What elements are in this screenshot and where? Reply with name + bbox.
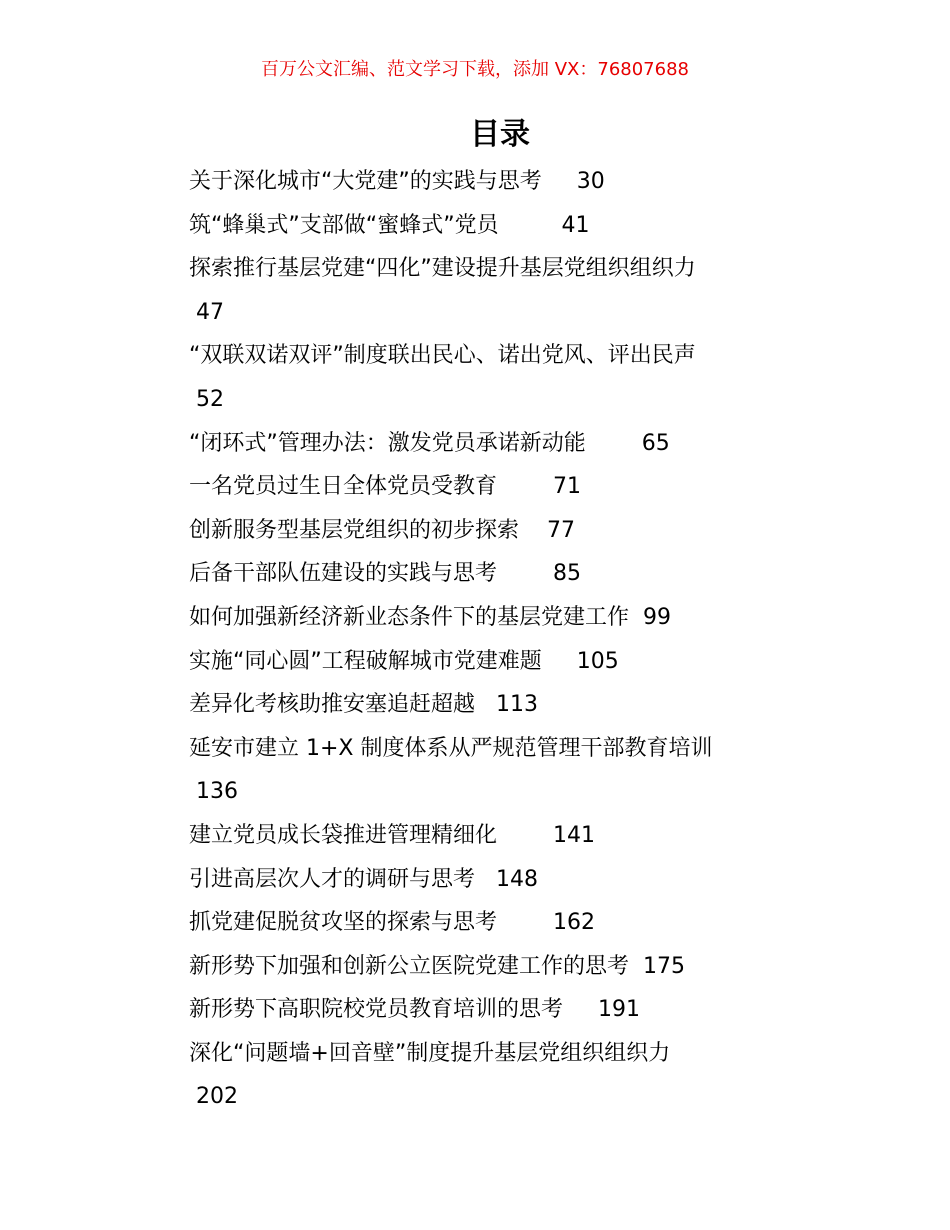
toc-entry-page: 191 (597, 997, 640, 1023)
toc-entry-page: 136 (196, 779, 238, 805)
toc-entry[interactable] (189, 901, 809, 945)
toc-entry-title: 新形势下高职院校党员教育培训的思考 (189, 997, 564, 1023)
toc-entry-page: 105 (576, 648, 619, 674)
toc-entry[interactable] (189, 334, 809, 421)
toc-entry-page: 41 (561, 212, 590, 238)
toc-entry-title: “双联双诺双评”制度联出民心、诺出党风、评出民声 (189, 343, 696, 369)
toc-entry[interactable] (189, 858, 809, 902)
toc-entry-title: 引进高层次人才的调研与思考 (189, 866, 476, 892)
toc-entry-title: 后备干部队伍建设的实践与思考 (189, 561, 498, 587)
toc-entry-page: 141 (552, 822, 595, 848)
toc-entry-title: 延安市建立 1+X 制度体系从严规范管理干部教育培训 (189, 735, 713, 761)
toc-entry-page: 47 (196, 299, 224, 325)
toc-entry-title: 一名党员过生日全体党员受教育 (189, 474, 498, 500)
toc-entry-page: 175 (643, 953, 686, 979)
toc-entry[interactable] (189, 683, 809, 727)
toc-title: 目录 (470, 117, 530, 152)
toc-entry-page: 99 (643, 604, 672, 630)
toc-entry[interactable] (189, 596, 809, 640)
toc-entry-page: 77 (547, 517, 575, 543)
toc-entry[interactable] (189, 727, 809, 814)
toc-entry-title: 差异化考核助推安塞追赶超越 (189, 692, 476, 718)
toc-entry[interactable] (189, 204, 809, 248)
toc-entry[interactable] (189, 1032, 809, 1119)
toc-entry-title: 新形势下加强和创新公立医院党建工作的思考 (189, 953, 630, 979)
toc-entry[interactable] (189, 988, 809, 1032)
toc-entry-page: 71 (552, 474, 581, 500)
toc-entry[interactable] (189, 640, 809, 684)
toc-entry[interactable] (189, 465, 809, 509)
toc-entry-title: 如何加强新经济新业态条件下的基层党建工作 (189, 604, 630, 630)
toc-entry[interactable] (189, 945, 809, 989)
toc-entry-title: 建立党员成长袋推进管理精细化 (189, 822, 498, 848)
toc-entry-title: “闭环式”管理办法：激发党员承诺新动能 (189, 430, 586, 456)
toc-entry-title: 筑“蜂巢式”支部做“蜜蜂式”党员 (189, 212, 499, 238)
toc-entry-title: 实施“同心圆”工程破解城市党建难题 (189, 648, 542, 674)
toc-entry-page: 65 (641, 430, 670, 456)
toc-entry[interactable] (189, 552, 809, 596)
toc-entry-title: 抓党建促脱贫攻坚的探索与思考 (189, 910, 498, 936)
toc-list (189, 160, 809, 1119)
toc-entry-title: 关于深化城市“大党建”的实践与思考 (189, 169, 542, 194)
toc-entry[interactable] (189, 814, 809, 858)
toc-entry[interactable] (189, 509, 809, 553)
toc-entry-page: 113 (496, 692, 538, 718)
toc-entry[interactable] (189, 247, 809, 334)
toc-entry-page: 30 (576, 169, 605, 194)
toc-entry-title: 探索推行基层党建“四化”建设提升基层党组织组织力 (189, 256, 696, 282)
toc-entry-page: 85 (552, 561, 581, 587)
toc-entry-page: 202 (196, 1084, 238, 1110)
toc-entry-page: 162 (552, 910, 595, 936)
toc-entry-title: 创新服务型基层党组织的初步探索 (189, 517, 520, 543)
toc-entry-title: 深化“问题墙+回音壁”制度提升基层党组织组织力 (189, 1040, 671, 1066)
header-watermark-note: 百万公文汇编、范文学习下载，添加 VX：76807688 (261, 59, 689, 80)
toc-entry-page: 52 (196, 386, 224, 412)
toc-entry[interactable] (189, 422, 809, 466)
toc-entry[interactable] (189, 160, 809, 204)
toc-entry-page: 148 (496, 866, 538, 892)
